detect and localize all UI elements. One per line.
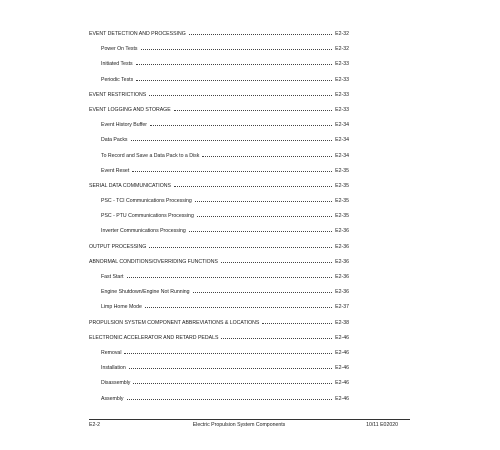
toc-leader-dots: [145, 307, 332, 308]
toc-entry-title: PSC - PTU Communications Processing: [101, 213, 194, 220]
toc-entry-page: E2-46: [335, 395, 349, 402]
toc-entry-title: Periodic Tests: [101, 76, 134, 83]
toc-entry[interactable]: [89, 107, 349, 122]
toc-entry[interactable]: [89, 168, 349, 183]
toc-entry-page: E2-46: [335, 334, 349, 341]
toc-entry[interactable]: [89, 274, 349, 289]
toc-entry[interactable]: [89, 46, 349, 61]
toc-leader-dots: [189, 231, 332, 232]
footer-revision: 10/11 E02020: [366, 422, 398, 428]
toc-leader-dots: [132, 171, 332, 172]
footer-divider: [89, 419, 410, 420]
toc-leader-dots: [127, 399, 333, 400]
toc-entry-page: E2-46: [335, 349, 349, 356]
toc-entry[interactable]: [89, 92, 349, 107]
toc-entry[interactable]: [89, 259, 349, 274]
toc-entry-page: E2-33: [335, 91, 349, 98]
toc-entry-title: Disassembly: [101, 380, 131, 387]
toc-entry-page: E2-35: [335, 182, 349, 189]
toc-entry-title: Engine Shutdown/Engine Not Running: [101, 289, 190, 296]
toc-entry[interactable]: [89, 244, 349, 259]
toc-entry[interactable]: [89, 320, 349, 335]
toc-entry-page: E2-36: [335, 289, 349, 296]
toc-leader-dots: [124, 353, 332, 354]
toc-entry-title: Data Packs: [101, 137, 128, 144]
toc-entry-page: E2-35: [335, 213, 349, 220]
toc-leader-dots: [197, 216, 332, 217]
toc-entry-page: E2-33: [335, 76, 349, 83]
toc-entry[interactable]: [89, 289, 349, 304]
toc-leader-dots: [189, 34, 332, 35]
toc-entry[interactable]: [89, 31, 349, 46]
toc-entry-page: E2-33: [335, 61, 349, 68]
toc-entry-title: Inverter Communications Processing: [101, 228, 186, 235]
toc-entry-page: E2-35: [335, 198, 349, 205]
toc-entry[interactable]: [89, 183, 349, 198]
footer-page-number: E2-2: [89, 422, 100, 428]
toc-leader-dots: [202, 156, 332, 157]
toc-leader-dots: [136, 64, 333, 65]
toc-leader-dots: [131, 140, 333, 141]
toc-entry-title: Power On Tests: [101, 46, 138, 53]
toc-entry-page: E2-36: [335, 228, 349, 235]
toc-entry-title: EVENT LOGGING AND STORAGE: [89, 106, 171, 113]
toc-entry-page: E2-32: [335, 46, 349, 53]
footer-section-title: Electric Propulsion System Components: [192, 422, 286, 428]
toc-leader-dots: [193, 292, 333, 293]
toc-entry[interactable]: [89, 335, 349, 350]
toc-entry-page: E2-38: [335, 319, 349, 326]
toc-leader-dots: [127, 277, 333, 278]
toc-leader-dots: [174, 110, 332, 111]
toc-entry[interactable]: [89, 380, 349, 395]
toc-entry-title: Removal: [101, 349, 122, 356]
toc-leader-dots: [221, 262, 332, 263]
toc-entry-page: E2-37: [335, 304, 349, 311]
toc-entry[interactable]: [89, 137, 349, 152]
toc-leader-dots: [150, 125, 332, 126]
toc-entry-title: PROPULSION SYSTEM COMPONENT ABBREVIATIONS & LOCATIONS: [89, 319, 260, 326]
toc-entry-title: EVENT RESTRICTIONS: [89, 91, 147, 98]
toc-entry-title: PSC - TCI Communications Processing: [101, 198, 192, 205]
toc-entry[interactable]: [89, 304, 349, 319]
toc-leader-dots: [221, 338, 332, 339]
toc-leader-dots: [174, 186, 332, 187]
toc-leader-dots: [133, 383, 332, 384]
toc-entry-title: Fast Start: [101, 274, 124, 280]
toc-entry-page: E2-33: [335, 106, 349, 113]
toc-entry-page: E2-34: [335, 152, 349, 159]
toc-entry-title: Installation: [101, 365, 126, 372]
toc-entry-page: E2-34: [335, 137, 349, 144]
toc-entry-page: E2-36: [335, 243, 349, 250]
toc-leader-dots: [129, 368, 332, 369]
toc-entry-title: To Record and Save a Data Pack to a Disk: [101, 152, 200, 159]
toc-entry-title: Initiated Tests: [101, 61, 133, 68]
toc-entry-title: OUTPUT PROCESSING: [89, 243, 147, 250]
toc-entry[interactable]: [89, 213, 349, 228]
toc-entry-page: E2-32: [335, 31, 349, 37]
toc-entry-page: E2-46: [335, 380, 349, 387]
toc-entry-page: E2-35: [335, 167, 349, 174]
toc-entry-title: EVENT DETECTION AND PROCESSING: [89, 31, 186, 37]
toc-entry-title: Event Reset: [101, 167, 130, 174]
toc-leader-dots: [136, 80, 332, 81]
toc-leader-dots: [149, 95, 332, 96]
toc-entry[interactable]: [89, 122, 349, 137]
toc-entry[interactable]: [89, 77, 349, 92]
toc-entry-page: E2-34: [335, 122, 349, 129]
toc-entry-title: ABNORMAL CONDITIONS/OVERRIDING FUNCTIONS: [89, 258, 218, 265]
toc-entry-page: E2-36: [335, 258, 349, 265]
toc-entry-title: Assembly: [101, 395, 124, 402]
toc-entry[interactable]: [89, 228, 349, 243]
toc-entry[interactable]: [89, 61, 349, 76]
toc-leader-dots: [195, 201, 332, 202]
toc-leader-dots: [141, 49, 333, 50]
toc-leader-dots: [262, 323, 332, 324]
toc-entry[interactable]: [89, 350, 349, 365]
toc-entry[interactable]: [89, 365, 349, 380]
toc-entry-page: E2-46: [335, 365, 349, 372]
toc-leader-dots: [149, 247, 332, 248]
toc-entry-title: SERIAL DATA COMMUNICATIONS: [89, 182, 171, 189]
toc-entry-page: E2-36: [335, 274, 349, 280]
toc-entry[interactable]: [89, 153, 349, 168]
toc-entry-title: Event History Buffer: [101, 122, 148, 129]
toc-entry[interactable]: [89, 396, 349, 411]
toc-entry[interactable]: [89, 198, 349, 213]
toc-entry-title: Limp Home Mode: [101, 304, 142, 311]
toc-entry-title: ELECTRONIC ACCELERATOR AND RETARD PEDALS: [89, 334, 219, 341]
table-of-contents: [89, 31, 349, 411]
